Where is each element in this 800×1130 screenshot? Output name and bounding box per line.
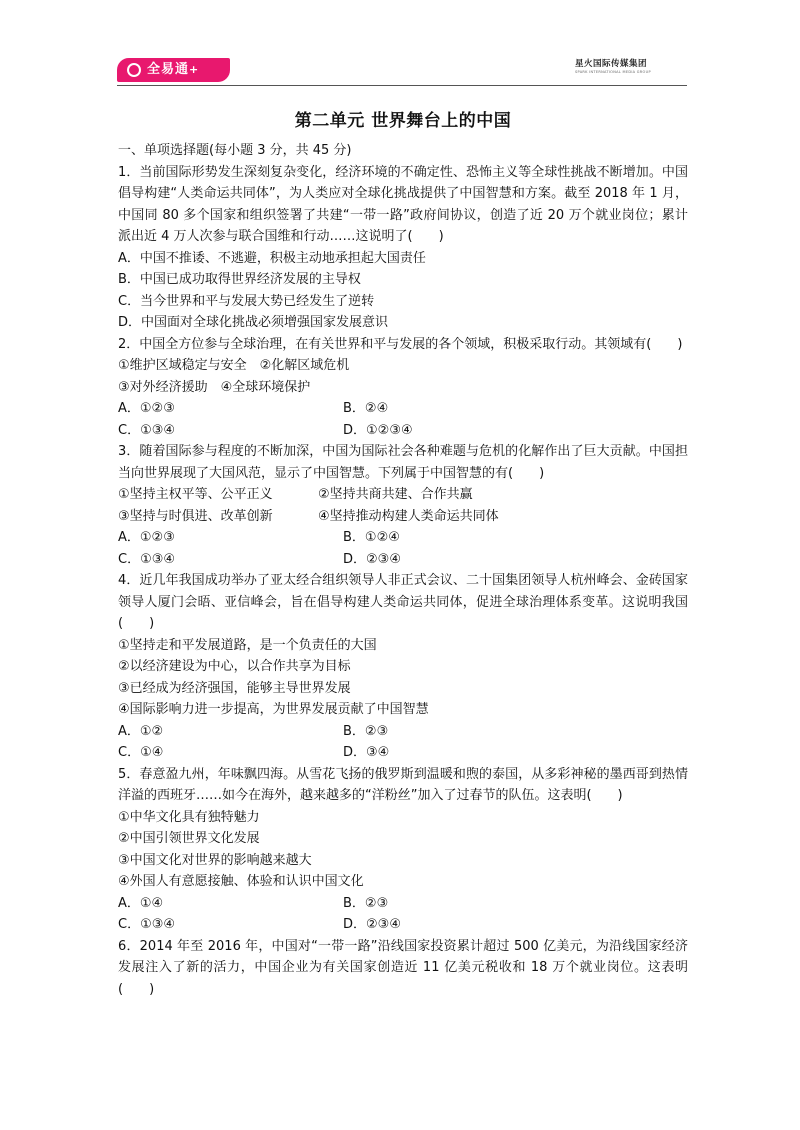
statement-row xyxy=(118,506,688,528)
statement-line: ①维护区域稳定与安全 ②化解区域危机 xyxy=(118,358,350,373)
option-b: B．②④ xyxy=(343,401,389,416)
statement-1: ①坚持走和平发展道路，是一个负责任的大国 xyxy=(118,637,377,653)
option-d: D．③④ xyxy=(343,745,390,760)
question-1 xyxy=(118,162,688,334)
option-a: A．①② xyxy=(118,723,164,739)
option-row xyxy=(118,549,688,571)
statement-4: ④国际影响力进一步提高，为世界发展贡献了中国智慧 xyxy=(118,702,429,717)
company-name: 星火国际传媒集团 xyxy=(575,59,648,69)
statement-3: ③坚持与时俱进、改革创新 xyxy=(118,508,273,524)
option-row xyxy=(118,527,688,549)
question-stem: 5．春意盈九州，年味飘四海。从雪花飞扬的俄罗斯到温暖和煦的泰国，从多彩神秘的墨西哥到热情洋溢的西班牙……如今在海外，越来越多的“洋粉丝”加入了过春节的队伍。这表明( ) xyxy=(118,766,688,803)
logo-plus: + xyxy=(189,63,200,76)
option-row xyxy=(118,398,688,420)
question-6 xyxy=(118,936,688,1001)
statement-line: ③对外经济援助 ④全球环境保护 xyxy=(118,379,311,395)
statement-4: ④外国人有意愿接触、体验和认识中国文化 xyxy=(118,874,364,889)
question-stem: 1．当前国际形势发生深刻复杂变化，经济环境的不确定性、恐怖主义等全球性挑战不断增加。中国倡导构建“人类命运共同体”，为人类应对全球化挑战提供了中国智慧和方案。截至 2018 年 1 月，中国同 80 多个国家和组织签署了共建“一带一路”政府间协议，创造了近 20 万个就业岗位；累计派出近 4 万人次参与联合国维和行动……这说明了( ) xyxy=(118,164,688,244)
option-d: D．②③④ xyxy=(343,917,401,932)
statement-row xyxy=(118,484,688,506)
option-b: B．②③ xyxy=(343,723,389,739)
option-b: B．②③ xyxy=(343,895,389,911)
question-stem: 2．中国全方位参与全球治理，在有关世界和平与发展的各个领域，积极采取行动。其领域有( ) xyxy=(118,336,683,352)
question-stem: 4．近几年我国成功举办了亚太经合组织领导人非正式会议、二十国集团领导人杭州峰会、金砖国家领导人厦门会晤、亚信峰会，旨在倡导构建人类命运共同体，促进全球治理体系变革。这说明我国( ) xyxy=(118,573,688,631)
option-a: A．①④ xyxy=(118,895,164,911)
page-header xyxy=(0,0,800,90)
option-c: C．①③④ xyxy=(118,551,176,567)
question-4 xyxy=(118,570,688,764)
logo-mark-icon xyxy=(127,63,141,77)
statement-3: ③已经成为经济强国，能够主导世界发展 xyxy=(118,680,351,696)
option-c: C．当今世界和平与发展大势已经发生了逆转 xyxy=(118,293,375,309)
statement-3: ③中国文化对世界的影响越来越大 xyxy=(118,852,312,868)
brand-logo xyxy=(117,58,230,82)
question-2 xyxy=(118,334,688,442)
statement-4: ④坚持推动构建人类命运共同体 xyxy=(318,508,499,524)
logo-text: 全易通 xyxy=(147,62,190,77)
header-divider xyxy=(117,85,687,86)
statement-1: ①坚持主权平等、公平正义 xyxy=(118,487,273,502)
section-heading: 一、单项选择题(每小题 3 分，共 45 分) xyxy=(118,143,352,158)
option-row xyxy=(118,721,688,743)
option-a: A．①②③ xyxy=(118,401,175,416)
option-row xyxy=(118,914,688,936)
option-a: A．中国不推诿、不逃避，积极主动地承担起大国责任 xyxy=(118,250,426,266)
company-subtitle: SPARK INTERNATIONAL MEDIA GROUP xyxy=(575,70,651,74)
option-b: B．①②④ xyxy=(343,530,400,545)
question-stem: 3．随着国际参与程度的不断加深，中国为国际社会各种难题与危机的化解作出了巨大贡献。中国担当向世界展现了大国风范，显示了中国智慧。下列属于中国智慧的有( ) xyxy=(118,444,688,481)
option-d: D．中国面对全球化挑战必须增强国家发展意识 xyxy=(118,315,389,330)
statement-1: ①中华文化具有独特魅力 xyxy=(118,809,260,825)
option-row xyxy=(118,420,688,442)
page-title: 第二单元 世界舞台上的中国 xyxy=(294,111,512,131)
document-body xyxy=(118,100,688,1000)
option-d: D．②③④ xyxy=(343,551,401,567)
option-b: B．中国已成功取得世界经济发展的主导权 xyxy=(118,272,361,287)
option-a: A．①②③ xyxy=(118,530,175,545)
option-row xyxy=(118,893,688,915)
option-row xyxy=(118,742,688,764)
company-block xyxy=(575,57,685,74)
statement-2: ②坚持共商共建、合作共赢 xyxy=(318,487,473,502)
question-stem: 6．2014 年至 2016 年，中国对“一带一路”沿线国家投资累计超过 500 亿美元，为沿线国家经济发展注入了新的活力，中国企业为有关国家创造近 11 亿美元税收和 18 万个就业岗位。这表明( ) xyxy=(118,938,688,997)
option-c: C．①③④ xyxy=(118,422,176,438)
option-c: C．①④ xyxy=(118,745,164,760)
option-c: C．①③④ xyxy=(118,917,176,932)
statement-2: ②中国引领世界文化发展 xyxy=(118,831,260,846)
option-d: D．①②③④ xyxy=(343,422,413,438)
question-5 xyxy=(118,764,688,936)
question-3 xyxy=(118,441,688,570)
statement-2: ②以经济建设为中心，以合作共享为目标 xyxy=(118,659,351,674)
